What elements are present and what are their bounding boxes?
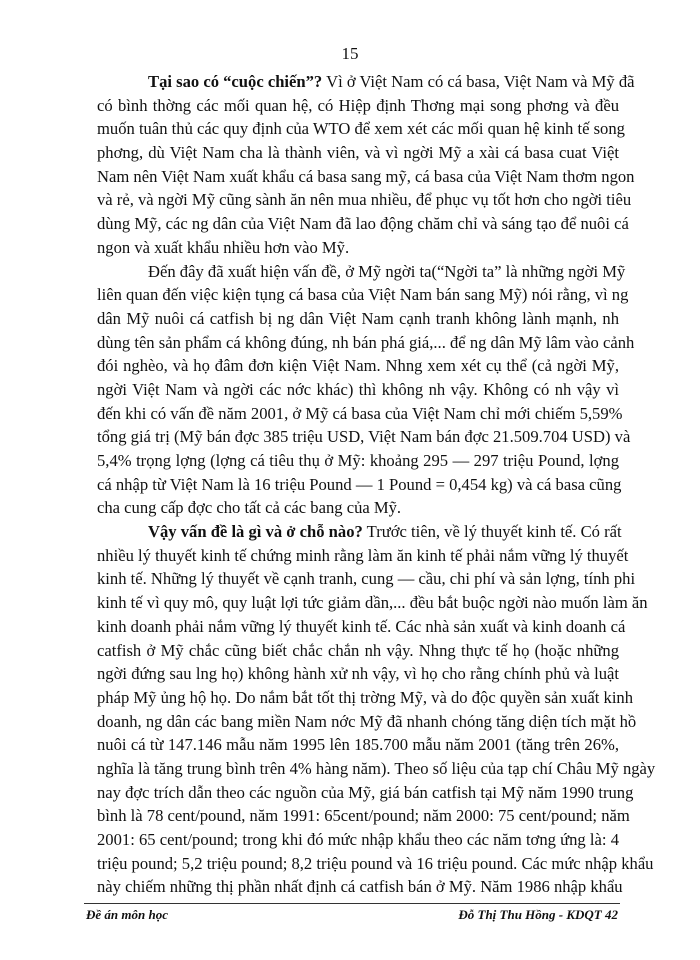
- line-text: nay đợc trích dẫn theo các nguồn của Mỹ, giá bán catfish tại Mỹ năm 1990 trung: [97, 782, 634, 802]
- text-line: [97, 733, 619, 757]
- text-line: [97, 188, 632, 212]
- line-text: kinh tế. Những lý thuyết về cạnh tranh, cung — cầu, chi phí và sản lợng, tính phi: [97, 569, 636, 589]
- text-line: [97, 875, 623, 899]
- text-line: [97, 141, 619, 165]
- text-line: [97, 236, 619, 260]
- line-text: tổng giá trị (Mỹ bán đợc 385 triệu USD, Việt Nam bán đợc 21.509.704 USD) và: [97, 427, 631, 447]
- line-text: và rẻ, và ngời Mỹ cũng sành ăn nên mua nhiều, để phục vụ tốt hơn cho ngời tiêu: [97, 190, 632, 210]
- text-line: [97, 425, 631, 449]
- line-text: kinh tế vì quy mô, quy luật lợi tức giảm dần,... đều bắt buộc ngời nào muốn làm ăn: [97, 593, 648, 613]
- text-line: [97, 757, 656, 781]
- text-line: [97, 165, 635, 189]
- text-line: [97, 331, 635, 355]
- text-line: [97, 402, 623, 426]
- text-line: [97, 852, 654, 876]
- text-line: [97, 473, 622, 497]
- text-line: [97, 449, 619, 473]
- line-text: có bình thờng các mối quan hệ, có Hiệp định Thơng mại song phơng và đều: [97, 95, 619, 115]
- line-text: ngời đứng sau lng họ) không hành xử nh vậy, vì họ cho rằng chính phủ và luật: [97, 664, 619, 684]
- line-text: nuôi cá từ 147.146 mẫu năm 1995 lên 185.700 mẫu năm 2001 (tăng trên 26%,: [97, 735, 619, 755]
- paragraph: [97, 70, 635, 260]
- text-line: [97, 94, 619, 118]
- bold-lead: Vậy vấn đề là gì và ở chỗ nào?: [148, 522, 363, 542]
- text-line: [97, 378, 619, 402]
- text-line: [97, 260, 626, 284]
- text-line: [97, 710, 637, 734]
- paragraph: [97, 520, 656, 899]
- text-line: [97, 307, 619, 331]
- line-text: cha cung cấp đợc cho tất cả các bang của Mỹ.: [97, 498, 402, 518]
- line-text: nghĩa là tăng trung bình trên 4% hàng năm). Theo số liệu của tạp chí Châu Mỹ ngày: [97, 758, 656, 778]
- line-text: đến khi có vấn đề năm 2001, ở Mỹ cá basa của Việt Nam chỉ mới chiếm 5,59%: [97, 403, 623, 423]
- text-line: [97, 567, 636, 591]
- line-text: này chiếm những thị phần nhất định cá catfish bán ở Mỹ. Năm 1986 nhập khẩu: [97, 877, 623, 897]
- footer-left: Đề án môn học: [86, 907, 168, 922]
- text-line: [97, 804, 630, 828]
- line-text: bình là 78 cent/pound, năm 1991: 65cent/pound; năm 2000: 75 cent/pound; năm: [97, 806, 630, 826]
- line-text: catfish ở Mỹ chắc cũng biết chắc chắn nh vậy. Nhng thực tế họ (hoặc những: [97, 640, 619, 660]
- line-text: Nam nên Việt Nam xuất khẩu cá basa sang mỹ, cá basa của Việt Nam thơm ngon: [97, 166, 635, 186]
- text-line: [97, 520, 622, 544]
- line-text: nhiều lý thuyết kinh tế chứng minh rằng làm ăn kinh tế phải nắm vững lý thuyết: [97, 545, 629, 565]
- line-text: muốn tuân thủ các quy định của WTO để xem xét các mối quan hệ kinh tế song: [97, 119, 625, 139]
- line-text: 5,4% trọng lợng (lợng cá tiêu thụ ở Mỹ: khoảng 295 — 297 triệu Pound, lợng: [97, 451, 619, 470]
- line-text: dân Mỹ nuôi cá catfish bị ng dân Việt Nam cạnh tranh không lành mạnh, nh: [97, 308, 619, 328]
- text-line: [97, 662, 619, 686]
- text-line: [97, 70, 635, 94]
- footer-right: Đỗ Thị Thu Hồng - KDQT 42: [458, 907, 618, 922]
- line-text: Đến đây đã xuất hiện vấn đề, ở Mỹ ngời ta(“Ngời ta” là những ngời Mỹ: [148, 261, 626, 281]
- line-text: triệu pound; 5,2 triệu pound; 8,2 triệu pound và 16 triệu pound. Các mức nhập khẩu: [97, 853, 654, 873]
- line-text: pháp Mỹ ủng hộ họ. Do nắm bắt tốt thị trờng Mỹ, và do độc quyền sản xuất kinh: [97, 687, 634, 707]
- text-line: [97, 496, 619, 520]
- line-text: Vì ở Việt Nam có cá basa, Việt Nam và Mỹ đã: [322, 72, 635, 91]
- line-text: kinh doanh phải nắm vững lý thuyết kinh tế. Các nhà sản xuất và kinh doanh cá: [97, 616, 626, 636]
- text-line: [97, 686, 634, 710]
- footer-divider: [84, 903, 620, 904]
- line-text: ngời Việt Nam và ngời các nớc khác) thì không nh vậy. Không có nh vậy vì: [97, 379, 619, 399]
- text-line: [97, 591, 648, 615]
- line-text: đói nghèo, và họ đâm đơn kiện Việt Nam. Nhng xem xét cụ thể (cả ngời Mỹ,: [97, 356, 619, 376]
- text-line: [97, 117, 625, 141]
- paragraph: [97, 260, 635, 521]
- text-line: [97, 544, 629, 568]
- text-line: [97, 781, 634, 805]
- text-line: [97, 828, 619, 852]
- text-line: [97, 283, 629, 307]
- line-text: Trước tiên, về lý thuyết kinh tế. Có rất: [362, 522, 622, 542]
- line-text: doanh, ng dân các bang miền Nam nớc Mỹ đã nhanh chóng tăng diện tích mặt hồ: [97, 711, 637, 731]
- page-number: 15: [341, 44, 359, 63]
- text-line: [97, 212, 629, 236]
- text-line: [97, 354, 619, 378]
- line-text: cá nhập từ Việt Nam là 16 triệu Pound — 1 Pound = 0,454 kg) và cá basa cũng: [97, 474, 622, 494]
- text-line: [97, 615, 626, 639]
- bold-lead: Tại sao có “cuộc chiến”?: [148, 72, 323, 91]
- line-text: dùng tên sản phẩm cá không đúng, nh bán phá giá,... để ng dân Mỹ lâm vào cảnh: [97, 332, 635, 352]
- text-line: [97, 639, 619, 663]
- document-body: [97, 70, 656, 899]
- line-text: 2001: 65 cent/pound; trong khi đó mức nhập khẩu theo các năm tơng ứng là: 4: [97, 830, 619, 849]
- line-text: phơng, dù Việt Nam cha là thành viên, và vì ngời Mỹ a xài cá basa cuat Việt: [97, 143, 619, 163]
- line-text: dùng Mỹ, các ng dân của Việt Nam đã lao động chăm chỉ và sáng tạo để nuôi cá: [97, 214, 629, 234]
- line-text: liên quan đến việc kiện tụng cá basa của Việt Nam bán sang Mỹ) nói rằng, vì ng: [97, 285, 629, 305]
- line-text: ngon và xuất khẩu nhiều hơn vào Mỹ.: [97, 237, 350, 257]
